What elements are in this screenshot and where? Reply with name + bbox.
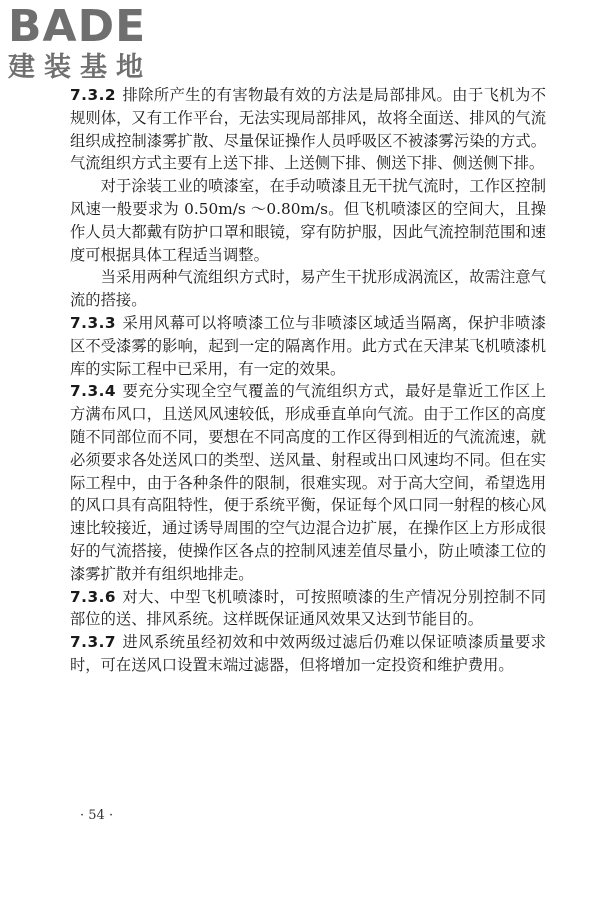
section-7-3-3 (70, 312, 546, 380)
section-text: 采用风幕可以将喷漆工位与非喷漆区域适当隔离，保护非喷漆区不受漆雾的影响，起到一定的隔离作用。此方式在天津某飞机喷漆机库的实际工程中已采用，有一定的效果。 (70, 313, 546, 378)
section-text: 要充分实现全空气覆盖的气流组织方式，最好是靠近工作区上方满布风口，且送风风速较低，形成垂直单向气流。由于工作区的高度随不同部位而不同，要想在不同高度的工作区得到相近的气流流速，就必须要求各处送风口的类型、送风量、射程或出口风速均不同。但在实际工程中，由于各种条件的限制，很难实现。对于高大空间，希望选用的风口具有高阻特性，便于系统平衡，保证每个风口同一射程的核心风速比较接近，通过诱导周围的空气边混合边扩展，在操作区上方形成很好的气流搭接，使操作区各点的控制风速差值尽量小，防止喷漆工位的漆雾扩散并有组织地排走。 (70, 382, 546, 583)
logo (8, 1, 178, 86)
page-number: · 54 · (80, 808, 114, 823)
section-text: 进风系统虽经初效和中效两级过滤后仍难以保证喷漆质量要求时，可在送风口设置末端过滤器，但将增加一定投资和维护费用。 (70, 633, 546, 674)
section-7-3-7 (70, 631, 546, 677)
section-text: 排除所产生的有害物最有效的方法是局部排风。由于飞机为不规则体，又有工作平台，无法实现局部排风，故将全面送、排风的气流组织成控制漆雾扩散、尽量保证操作人员呼吸区不被漆雾污染的方式。气流组织方式主要有上送下排、上送侧下排、侧送下排、侧送侧下排。 (70, 86, 546, 173)
logo-wordmark: BADE (8, 1, 147, 52)
logo-subtitle: 建装基地 (8, 52, 152, 83)
section-number: 7.3.3 (70, 313, 117, 332)
section-7-3-6 (70, 586, 546, 632)
paragraph-control-velocity (70, 175, 546, 266)
paragraph-airflow-overlap (70, 266, 546, 312)
section-7-3-2 (70, 84, 546, 175)
document-body (70, 84, 546, 677)
paragraph-text: 对于涂装工业的喷漆室，在手动喷漆且无干扰气流时，工作区控制风速一般要求为 0.50m/s ～0.80m/s。但飞机喷漆区的空间大，且操作人员大都戴有防护口罩和眼镜，穿有防护服，因此气流控制范围和速度可根据具体工程适当调整。 (70, 177, 546, 264)
section-number: 7.3.2 (70, 86, 117, 104)
section-text: 对大、中型飞机喷漆时，可按照喷漆的生产情况分别控制不同部位的送、排风系统。这样既保证通风效果又达到节能目的。 (70, 587, 546, 629)
section-7-3-4 (70, 380, 546, 585)
section-number: 7.3.7 (70, 633, 117, 652)
section-number: 7.3.6 (70, 587, 117, 606)
paragraph-text: 当采用两种气流组织方式时，易产生干扰形成涡流区，故需注意气流的搭接。 (70, 268, 546, 310)
section-number: 7.3.4 (70, 382, 117, 401)
